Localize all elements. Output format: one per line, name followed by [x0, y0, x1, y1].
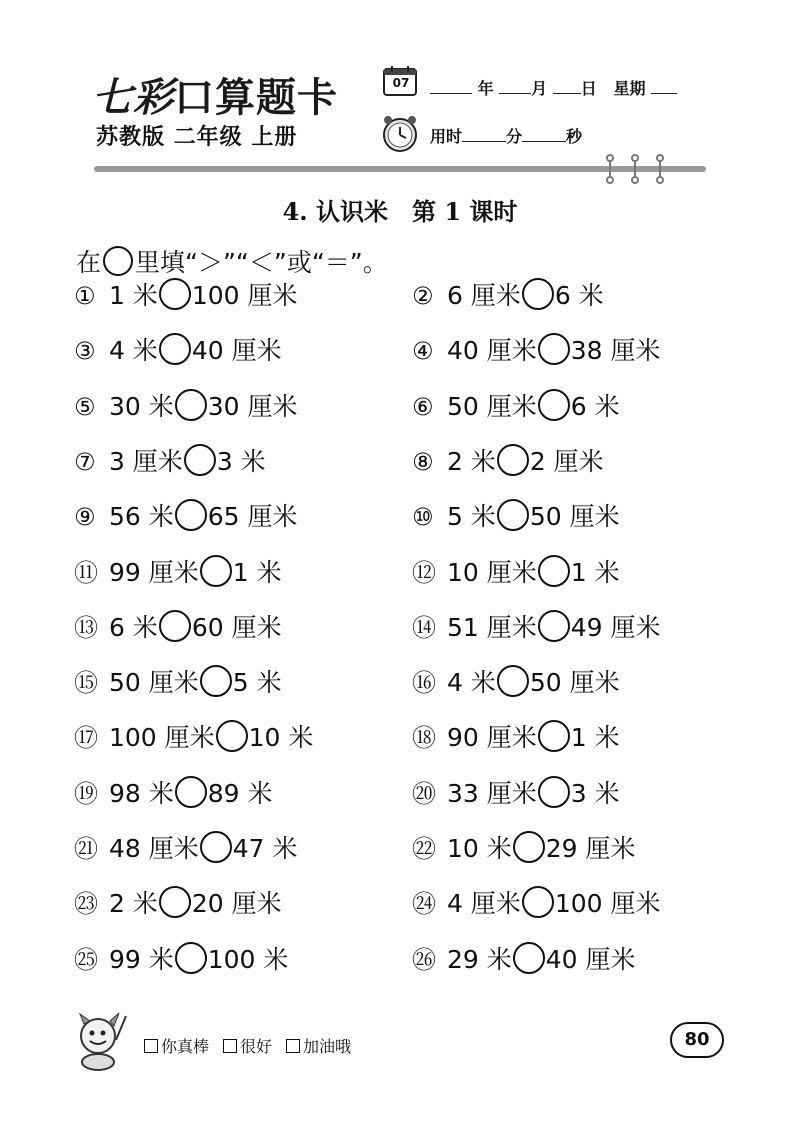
rating-option[interactable] — [223, 1034, 272, 1057]
binder-rings-icon — [600, 154, 670, 184]
right-quantity: 100 厘米 — [554, 889, 661, 919]
year-blank[interactable] — [430, 79, 472, 94]
answer-circle[interactable] — [200, 555, 232, 587]
answer-circle[interactable] — [200, 831, 232, 863]
day-label: 日 — [580, 79, 597, 98]
instruction-after: 里填“＞”“＜”或“＝”。 — [135, 248, 388, 277]
comparison-problem — [74, 497, 297, 537]
rating-option[interactable] — [144, 1034, 209, 1057]
left-quantity: 6 厘米 — [446, 281, 521, 310]
right-quantity: 10 米 — [248, 723, 314, 753]
left-quantity: 2 米 — [446, 446, 496, 476]
answer-circle[interactable] — [538, 720, 570, 752]
comparison-problem — [74, 387, 297, 427]
problem-number: ⑤ — [74, 392, 96, 421]
left-quantity: 6 米 — [108, 612, 158, 642]
right-quantity: 30 厘米 — [207, 391, 298, 421]
answer-circle[interactable] — [159, 610, 191, 642]
right-quantity: 3 米 — [570, 778, 620, 808]
answer-circle[interactable] — [216, 720, 248, 752]
problem-number: ⑧ — [412, 447, 434, 476]
problem-number: ⑥ — [412, 392, 434, 421]
right-quantity: 60 厘米 — [191, 612, 282, 642]
left-quantity: 40 厘米 — [446, 336, 537, 366]
day-blank[interactable] — [553, 79, 581, 94]
right-quantity: 5 米 — [232, 668, 282, 698]
right-quantity: 38 厘米 — [570, 336, 661, 366]
right-quantity: 89 米 — [207, 778, 273, 808]
page-number: 80 — [670, 1022, 724, 1058]
year-label: 年 — [477, 79, 494, 98]
minute-blank[interactable] — [462, 127, 506, 142]
problem-number: ⑫ — [412, 558, 436, 587]
comparison-problem — [74, 774, 272, 814]
answer-circle[interactable] — [200, 665, 232, 697]
problem-number: ⑬ — [74, 613, 98, 642]
alarm-clock-icon — [380, 114, 420, 154]
rating-option[interactable] — [286, 1034, 351, 1057]
right-quantity: 100 厘米 — [191, 281, 298, 310]
left-quantity: 98 米 — [108, 778, 174, 808]
comparison-problem — [412, 718, 620, 758]
answer-circle[interactable] — [159, 886, 191, 918]
left-quantity: 30 米 — [108, 391, 174, 421]
right-quantity: 20 厘米 — [191, 889, 282, 919]
comparison-problem — [412, 276, 604, 316]
comparison-problem — [74, 608, 282, 648]
left-quantity: 4 厘米 — [446, 889, 521, 919]
edition-label: 苏教版 二年级 上册 — [96, 125, 298, 150]
left-quantity: 4 米 — [446, 668, 496, 698]
right-quantity: 40 厘米 — [545, 944, 636, 974]
right-quantity: 100 米 — [207, 944, 289, 974]
problem-number: ⑪ — [74, 558, 98, 587]
left-quantity: 1 米 — [108, 281, 158, 310]
answer-circle[interactable] — [497, 499, 529, 531]
minute-label: 分 — [506, 127, 523, 146]
left-quantity: 10 厘米 — [446, 557, 537, 587]
answer-circle-icon — [103, 246, 133, 276]
brand-rest: 口算题卡 — [174, 74, 338, 121]
comparison-problem — [412, 940, 635, 980]
answer-circle[interactable] — [497, 444, 529, 476]
calendar-day: 07 — [392, 76, 410, 90]
comparison-problem — [412, 497, 620, 537]
checkbox[interactable] — [286, 1039, 300, 1053]
left-quantity: 3 厘米 — [108, 446, 183, 476]
problem-number: ④ — [412, 337, 434, 366]
comparison-problem — [412, 829, 635, 869]
answer-circle[interactable] — [159, 278, 191, 310]
brand-title — [92, 66, 338, 123]
answer-circle[interactable] — [497, 665, 529, 697]
problem-number: ③ — [74, 337, 96, 366]
right-quantity: 3 米 — [216, 446, 266, 476]
comparison-problem — [412, 553, 620, 593]
rating-label: 你真棒 — [161, 1037, 210, 1056]
right-quantity: 50 厘米 — [529, 668, 620, 698]
answer-circle[interactable] — [538, 389, 570, 421]
left-quantity: 100 厘米 — [108, 723, 215, 753]
problem-number: ⑮ — [74, 669, 98, 698]
problem-number: ① — [74, 282, 96, 310]
problem-number: ㉖ — [412, 945, 436, 974]
left-quantity: 99 厘米 — [108, 557, 199, 587]
problem-number: ㉓ — [74, 890, 98, 919]
left-quantity: 2 米 — [108, 889, 158, 919]
right-quantity: 1 米 — [570, 557, 620, 587]
problem-number: ㉑ — [74, 835, 98, 863]
right-quantity: 1 米 — [570, 723, 620, 753]
left-quantity: 10 米 — [446, 834, 512, 863]
problem-number: ㉒ — [412, 835, 436, 863]
checkbox[interactable] — [144, 1039, 158, 1053]
comparison-problem — [412, 663, 620, 703]
comparison-problem — [74, 663, 282, 703]
right-quantity: 2 厘米 — [529, 446, 604, 476]
answer-circle[interactable] — [175, 942, 207, 974]
right-quantity: 29 厘米 — [545, 834, 636, 863]
left-quantity: 48 厘米 — [108, 834, 199, 863]
left-quantity: 29 米 — [446, 944, 512, 974]
comparison-problem — [412, 331, 660, 371]
time-used-label: 用时 — [430, 127, 463, 146]
right-quantity: 6 米 — [570, 391, 620, 421]
right-quantity: 47 米 — [232, 834, 298, 863]
answer-circle[interactable] — [538, 555, 570, 587]
right-quantity: 49 厘米 — [570, 612, 661, 642]
answer-circle[interactable] — [538, 610, 570, 642]
instruction — [76, 243, 388, 279]
lesson-title: 4. 认识米 第 1 课时 — [282, 197, 518, 226]
problem-number: ⑨ — [74, 503, 96, 532]
problem-number: ⑭ — [412, 613, 436, 642]
month-label: 月 — [531, 79, 548, 98]
right-quantity: 40 厘米 — [191, 336, 282, 366]
right-quantity: 6 米 — [554, 281, 604, 310]
right-quantity: 65 厘米 — [207, 502, 298, 532]
comparison-problem — [412, 884, 660, 924]
answer-circle[interactable] — [175, 499, 207, 531]
answer-circle[interactable] — [538, 333, 570, 365]
comparison-problem — [74, 940, 288, 980]
left-quantity: 90 厘米 — [446, 723, 537, 753]
mascot-illustration-icon — [70, 1010, 132, 1072]
second-blank[interactable] — [522, 127, 566, 142]
answer-circle[interactable] — [175, 776, 207, 808]
second-label: 秒 — [566, 127, 583, 146]
answer-circle[interactable] — [522, 278, 554, 310]
left-quantity: 50 厘米 — [446, 391, 537, 421]
comparison-problem — [412, 608, 660, 648]
problem-number: ㉕ — [74, 945, 98, 974]
left-quantity: 56 米 — [108, 502, 174, 532]
answer-circle[interactable] — [513, 831, 545, 863]
checkbox[interactable] — [223, 1039, 237, 1053]
answer-circle[interactable] — [538, 776, 570, 808]
left-quantity: 50 厘米 — [108, 668, 199, 698]
time-row — [430, 124, 582, 147]
comparison-problem — [412, 387, 620, 427]
answer-circle[interactable] — [522, 886, 554, 918]
problem-number: ⑩ — [412, 503, 434, 532]
problem-number: ⑦ — [74, 447, 96, 476]
comparison-problem — [74, 553, 282, 593]
left-quantity: 33 厘米 — [446, 778, 537, 808]
brand-prefix: 七彩 — [92, 74, 174, 121]
comparison-problem — [74, 829, 297, 869]
comparison-problem — [74, 442, 266, 482]
answer-circle[interactable] — [184, 444, 216, 476]
left-quantity: 4 米 — [108, 336, 158, 366]
rating-label: 加油哦 — [303, 1037, 352, 1056]
problem-number: ⑯ — [412, 669, 436, 698]
comparison-problem — [412, 774, 620, 814]
comparison-problem — [74, 276, 297, 316]
problem-number: ⑱ — [412, 724, 436, 753]
comparison-problem — [74, 331, 282, 371]
left-quantity: 99 米 — [108, 944, 174, 974]
left-quantity: 5 米 — [446, 502, 496, 532]
weekday-label: 星期 — [613, 79, 646, 98]
weekday-blank[interactable] — [651, 79, 677, 94]
left-quantity: 51 厘米 — [446, 612, 537, 642]
answer-circle[interactable] — [159, 333, 191, 365]
problem-number: ⑲ — [74, 779, 98, 808]
month-blank[interactable] — [499, 79, 531, 94]
problem-number: ⑳ — [412, 779, 436, 808]
right-quantity: 50 厘米 — [529, 502, 620, 532]
instruction-before: 在 — [76, 248, 102, 277]
problem-number: ② — [412, 282, 434, 310]
problem-number: ⑰ — [74, 724, 98, 753]
answer-circle[interactable] — [513, 942, 545, 974]
rating-label: 很好 — [240, 1037, 273, 1056]
self-rating-row — [144, 1034, 365, 1057]
comparison-problem — [412, 442, 604, 482]
date-row — [430, 76, 677, 99]
problem-number: ㉔ — [412, 890, 436, 919]
comparison-problem — [74, 718, 313, 758]
answer-circle[interactable] — [175, 389, 207, 421]
right-quantity: 1 米 — [232, 557, 282, 587]
comparison-problem — [74, 884, 282, 924]
